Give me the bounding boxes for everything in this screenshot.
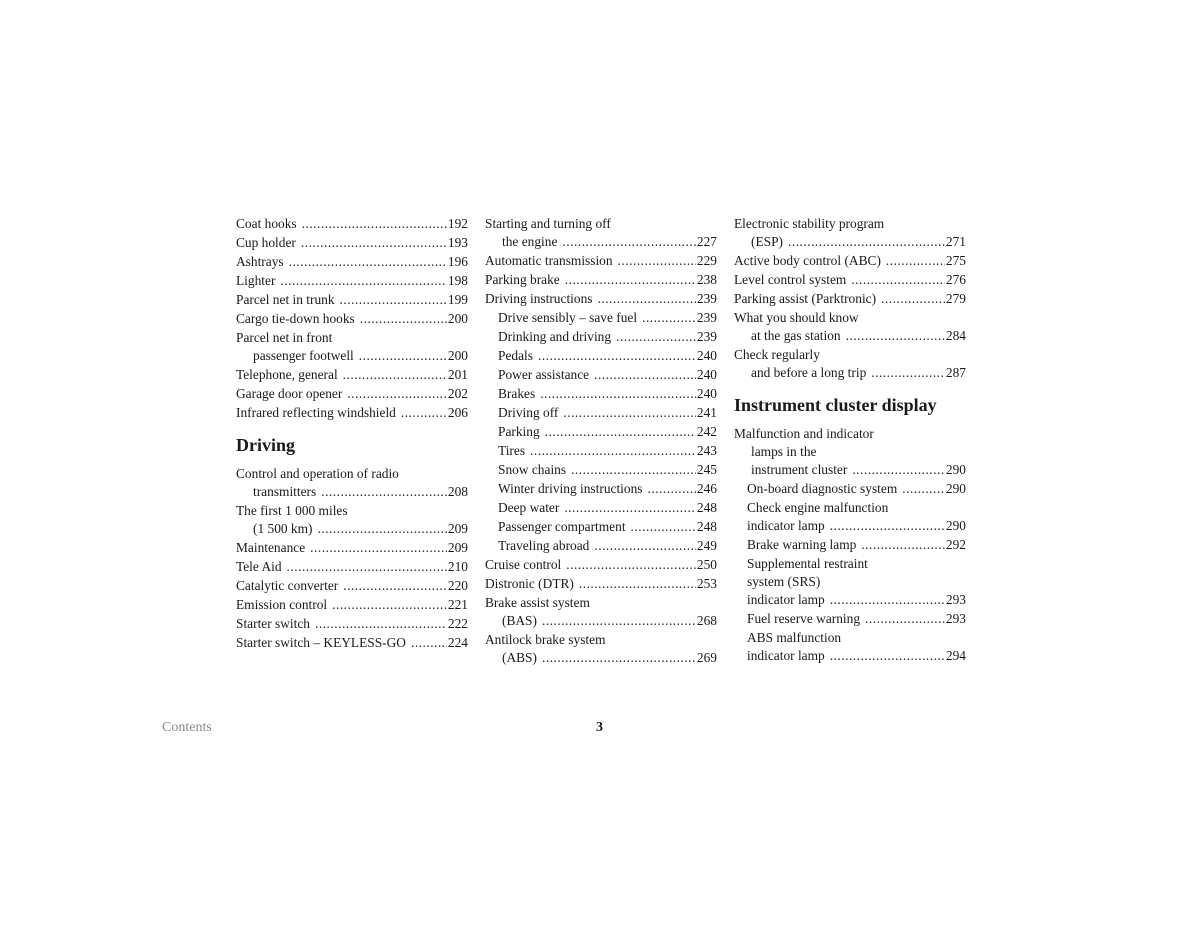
index-entry[interactable]: Parking brake ..... 238 xyxy=(485,270,717,289)
index-column-2 xyxy=(485,214,717,667)
index-entry[interactable]: Starter switch – KEYLESS-GO ..... 224 xyxy=(236,633,468,652)
index-entry[interactable]: Infrared reflecting windshield ..... 206 xyxy=(236,403,468,422)
index-entry[interactable]: Cargo tie-down hooks ..... 200 xyxy=(236,309,468,328)
index-entry[interactable]: Pedals ..... 240 xyxy=(485,346,717,365)
index-entry[interactable]: Driving off ..... 241 xyxy=(485,403,717,422)
index-entry[interactable]: Automatic transmission ..... 229 xyxy=(485,251,717,270)
index-entry[interactable]: Traveling abroad ..... 249 xyxy=(485,536,717,555)
index-entry[interactable]: Winter driving instructions ..... 246 xyxy=(485,479,717,498)
index-entry[interactable]: Driving instructions ..... 239 xyxy=(485,289,717,308)
footer-section-label: Contents xyxy=(162,720,212,735)
index-entry[interactable]: What you should know at the gas station ..... 284 xyxy=(734,308,966,345)
index-entry[interactable]: Brake assist system (BAS) ..... 268 xyxy=(485,593,717,630)
index-entry[interactable]: Brakes ..... 240 xyxy=(485,384,717,403)
index-entry[interactable]: Control and operation of radio transmitters ..... 208 xyxy=(236,464,468,501)
index-entry[interactable]: Tele Aid ..... 210 xyxy=(236,557,468,576)
index-entry[interactable]: Parcel net in trunk ..... 199 xyxy=(236,290,468,309)
index-entry[interactable]: Starting and turning off the engine ..... 227 xyxy=(485,214,717,251)
index-column-1 xyxy=(236,214,468,652)
index-entry[interactable]: Cruise control ..... 250 xyxy=(485,555,717,574)
index-entry[interactable]: ABS malfunction indicator lamp ..... 294 xyxy=(734,628,966,665)
index-entry[interactable]: Parcel net in front passenger footwell ..... 200 xyxy=(236,328,468,365)
index-entry[interactable]: Ashtrays ..... 196 xyxy=(236,252,468,271)
index-entry[interactable]: Electronic stability program (ESP) ..... 271 xyxy=(734,214,966,251)
index-entry[interactable]: On-board diagnostic system ..... 290 xyxy=(734,479,966,498)
index-entry[interactable]: Tires ..... 243 xyxy=(485,441,717,460)
index-entry[interactable]: Parking assist (Parktronic) ..... 279 xyxy=(734,289,966,308)
index-entry[interactable]: Supplemental restraint system (SRS) indicator lamp ..... 293 xyxy=(734,554,966,609)
index-entry[interactable]: Passenger compartment ..... 248 xyxy=(485,517,717,536)
index-entry[interactable]: Level control system ..... 276 xyxy=(734,270,966,289)
index-entry[interactable]: Drinking and driving ..... 239 xyxy=(485,327,717,346)
index-entry[interactable]: Fuel reserve warning ..... 293 xyxy=(734,609,966,628)
page-number: 3 xyxy=(596,720,603,735)
index-entry[interactable]: Malfunction and indicator lamps in the instrument cluster ..... 290 xyxy=(734,424,966,479)
index-entry[interactable]: Distronic (DTR) ..... 253 xyxy=(485,574,717,593)
index-entry[interactable]: Antilock brake system (ABS) ..... 269 xyxy=(485,630,717,667)
index-entry[interactable]: Maintenance ..... 209 xyxy=(236,538,468,557)
index-entry[interactable]: The first 1 000 miles (1 500 km) ..... 209 xyxy=(236,501,468,538)
section-heading-driving: Driving xyxy=(236,435,296,455)
index-entry[interactable]: Snow chains ..... 245 xyxy=(485,460,717,479)
index-entry[interactable]: Deep water ..... 248 xyxy=(485,498,717,517)
index-entry[interactable]: Cup holder ..... 193 xyxy=(236,233,468,252)
index-entry[interactable]: Active body control (ABC) ..... 275 xyxy=(734,251,966,270)
index-entry[interactable]: Emission control ..... 221 xyxy=(236,595,468,614)
index-entry[interactable]: Telephone, general ..... 201 xyxy=(236,365,468,384)
index-entry[interactable]: Parking ..... 242 xyxy=(485,422,717,441)
index-entry[interactable]: Power assistance ..... 240 xyxy=(485,365,717,384)
index-entry[interactable]: Coat hooks ..... 192 xyxy=(236,214,468,233)
index-column-3 xyxy=(734,214,966,665)
section-heading-instrument-cluster-display: Instrument cluster display xyxy=(734,395,937,415)
index-entry[interactable]: Catalytic converter ..... 220 xyxy=(236,576,468,595)
index-entry[interactable]: Starter switch ..... 222 xyxy=(236,614,468,633)
index-entry[interactable]: Garage door opener ..... 202 xyxy=(236,384,468,403)
index-entry[interactable]: Check engine malfunction indicator lamp ..... 290 xyxy=(734,498,966,535)
index-entry[interactable]: Brake warning lamp ..... 292 xyxy=(734,535,966,554)
index-entry[interactable]: Drive sensibly – save fuel ..... 239 xyxy=(485,308,717,327)
index-entry[interactable]: Lighter ..... 198 xyxy=(236,271,468,290)
index-entry[interactable]: Check regularly and before a long trip ..... 287 xyxy=(734,345,966,382)
